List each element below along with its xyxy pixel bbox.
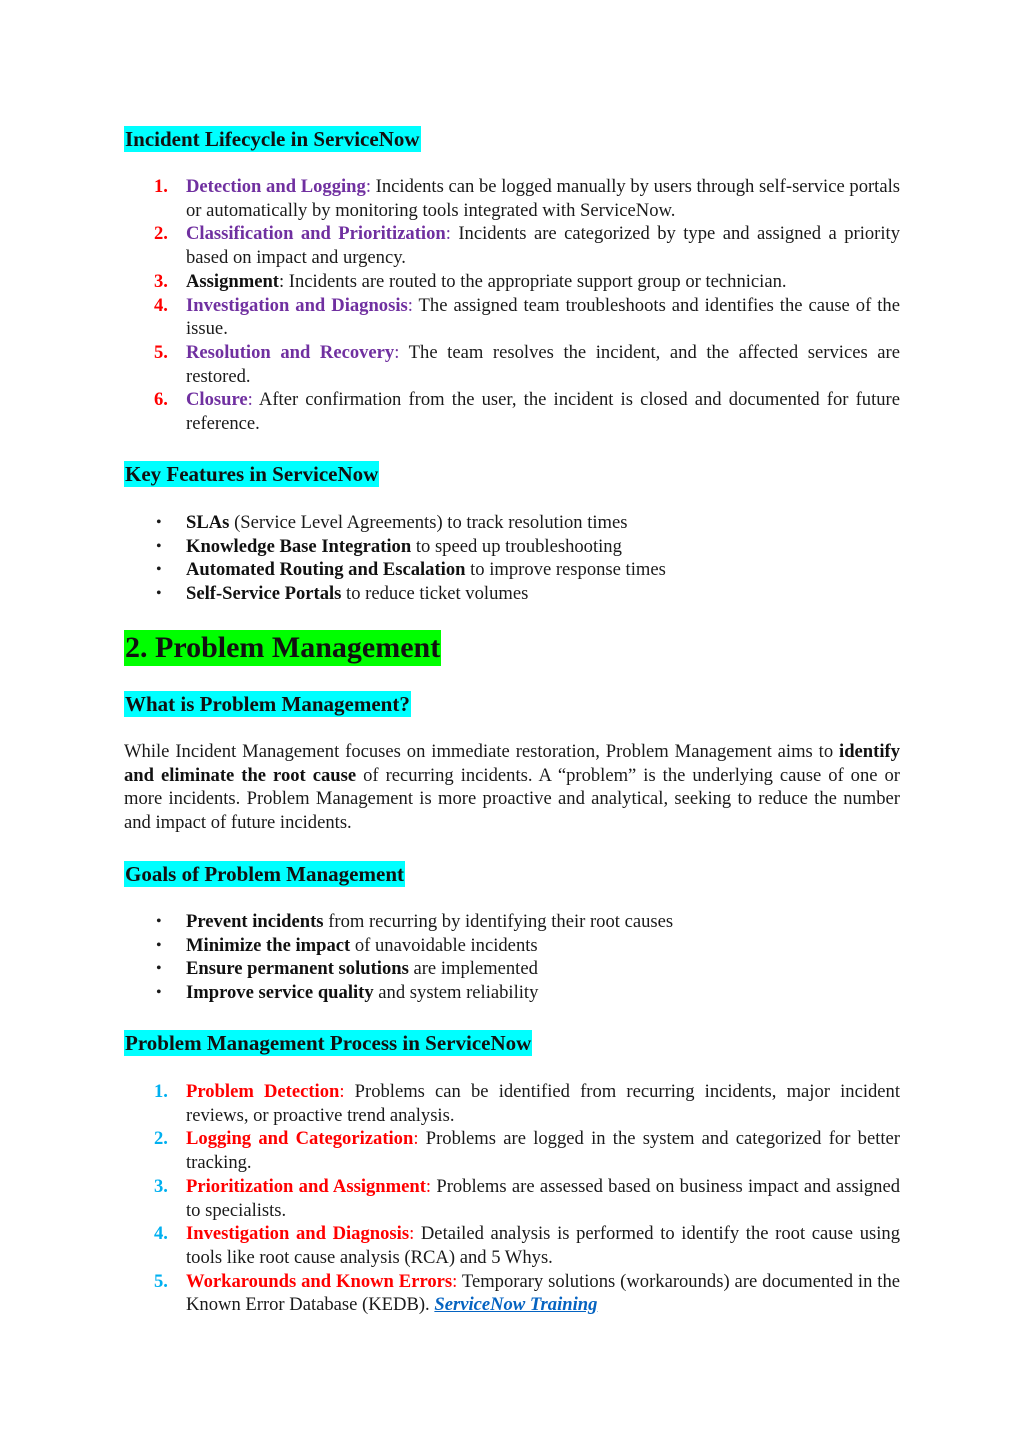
process-list [124, 1080, 900, 1317]
what-is-problem-management-heading: What is Problem Management? [125, 692, 410, 716]
what-is-problem-management-paragraph: While Incident Management focuses on immediate restoration, Problem Management aims to identify and eliminate the root cause of recurring incidents. A “problem” is the underlying cause of one or more incidents. Problem Management is more proactive and analytical, seeking to reduce the number and impact of future incidents. [124, 741, 901, 834]
list-item: 3. Assignment: Incidents are routed to the appropriate support group or technician. [154, 270, 787, 292]
list-item: • Prevent incidents from recurring by identifying their root causes [156, 911, 674, 932]
list-item: 1. Detection and Logging: Incidents can be logged manually by users through self-service portals or automatically by monitoring tools integrated with ServiceNow. [154, 176, 901, 221]
list-item: 2. Classification and Prioritization: Incidents are categorized by type and assigned a priority based on impact and urgency. [154, 223, 900, 269]
list-item: 6. Closure: After confirmation from the user, the incident is closed and documented for future reference. [154, 389, 900, 435]
servicenow-training-link[interactable]: ServiceNow Training [434, 1294, 598, 1316]
list-item: • Improve service quality and system reliability [156, 982, 539, 1004]
list-item: • Minimize the impact of unavoidable incidents [156, 934, 538, 956]
list-item: • Knowledge Base Integration to speed up troubleshooting [156, 535, 622, 557]
list-item: 4. Investigation and Diagnosis: Detailed analysis is performed to identify the root cause using tools like root cause analysis (RCA) and 5 Whys. [154, 1223, 900, 1268]
list-item: • SLAs (Service Level Agreements) to track resolution times [156, 512, 628, 533]
goals-heading: Goals of Problem Management [125, 862, 404, 886]
key-features-heading: Key Features in ServiceNow [125, 462, 379, 486]
process-heading: Problem Management Process in ServiceNow [125, 1031, 532, 1055]
list-item: 5. Resolution and Recovery: The team resolves the incident, and the affected services are restored. [154, 341, 900, 387]
list-item: 2. Logging and Categorization: Problems are logged in the system and categorized for better tracking. [154, 1128, 900, 1174]
goals-list [124, 910, 900, 1005]
key-features-list [124, 511, 900, 606]
list-item: • Ensure permanent solutions are implemented [156, 958, 538, 980]
incident-lifecycle-heading: Incident Lifecycle in ServiceNow [125, 127, 420, 151]
list-item: • Automated Routing and Escalation to improve response times [156, 559, 666, 581]
problem-management-title: 2. Problem Management [125, 631, 441, 664]
list-item: 1. Problem Detection: Problems can be identified from recurring incidents, major incident reviews, or proactive trend analysis. [154, 1081, 900, 1126]
list-item: • Self-Service Portals to reduce ticket volumes [156, 583, 529, 605]
list-item: 4. Investigation and Diagnosis: The assigned team troubleshoots and identifies the cause of the issue. [154, 294, 900, 340]
list-item: 5. Workarounds and Known Errors: Temporary solutions (workarounds) are documented in the Known Error Database (KEDB). ServiceNow Training [154, 1270, 900, 1316]
incident-lifecycle-list [124, 175, 900, 436]
list-item: 3. Prioritization and Assignment: Problems are assessed based on business impact and assigned to specialists. [154, 1175, 901, 1221]
